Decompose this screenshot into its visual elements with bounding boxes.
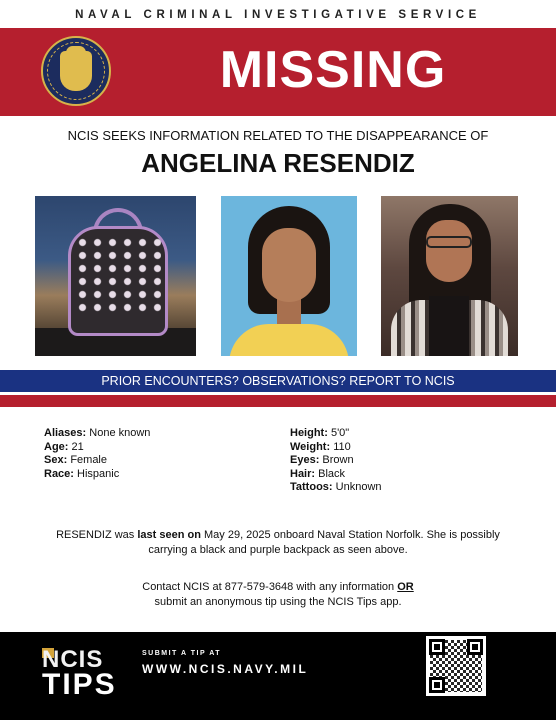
subtitle: NCIS SEEKS INFORMATION RELATED TO THE DISAPPEARANCE OF <box>67 128 489 143</box>
detail-age: Age: 21 <box>44 440 84 453</box>
last-seen-paragraph: RESENDIZ was last seen on May 29, 2025 onboard Naval Station Norfolk. She is possibly carrying a black and purple backpack as seen above. <box>56 529 500 556</box>
agency-name: NAVAL CRIMINAL INVESTIGATIVE SERVICE <box>75 9 481 21</box>
report-banner: PRIOR ENCOUNTERS? OBSERVATIONS? REPORT TO NCIS <box>0 370 556 392</box>
detail-hair: Hair: Black <box>290 467 346 480</box>
detail-aliases: Aliases: None known <box>44 427 151 439</box>
tips-logo-text: TIPS <box>42 668 117 701</box>
detail-weight: Weight: 110 <box>290 440 351 453</box>
ncis-website-link[interactable]: WWW.NCIS.NAVY.MIL <box>142 662 309 676</box>
ncis-logo-text: NCIS <box>42 646 104 673</box>
detail-tattoos: Tattoos: Unknown <box>290 481 382 493</box>
tips-footer <box>0 632 556 720</box>
person-name: ANGELINA RESENDIZ <box>141 148 415 178</box>
portrait-photo <box>221 196 357 356</box>
selfie-photo <box>381 196 518 356</box>
ncis-seal-icon <box>41 36 111 106</box>
missing-headline: MISSING <box>219 41 447 99</box>
submit-tip-label: SUBMIT A TIP AT <box>142 650 222 657</box>
details-left <box>44 427 150 481</box>
detail-eyes: Eyes: Brown <box>290 454 354 466</box>
detail-race: Race: Hispanic <box>44 467 120 480</box>
red-divider <box>0 395 556 407</box>
contact-paragraph: Contact NCIS at 877-579-3648 with any information OR submit an anonymous tip using the NCIS Tips app. <box>142 581 414 608</box>
missing-banner <box>0 28 556 116</box>
detail-height: Height: 5'0" <box>290 427 350 439</box>
backpack-photo <box>35 196 196 356</box>
qr-code-icon[interactable] <box>426 636 486 696</box>
details-right <box>290 427 382 495</box>
detail-sex: Sex: Female <box>44 454 107 466</box>
